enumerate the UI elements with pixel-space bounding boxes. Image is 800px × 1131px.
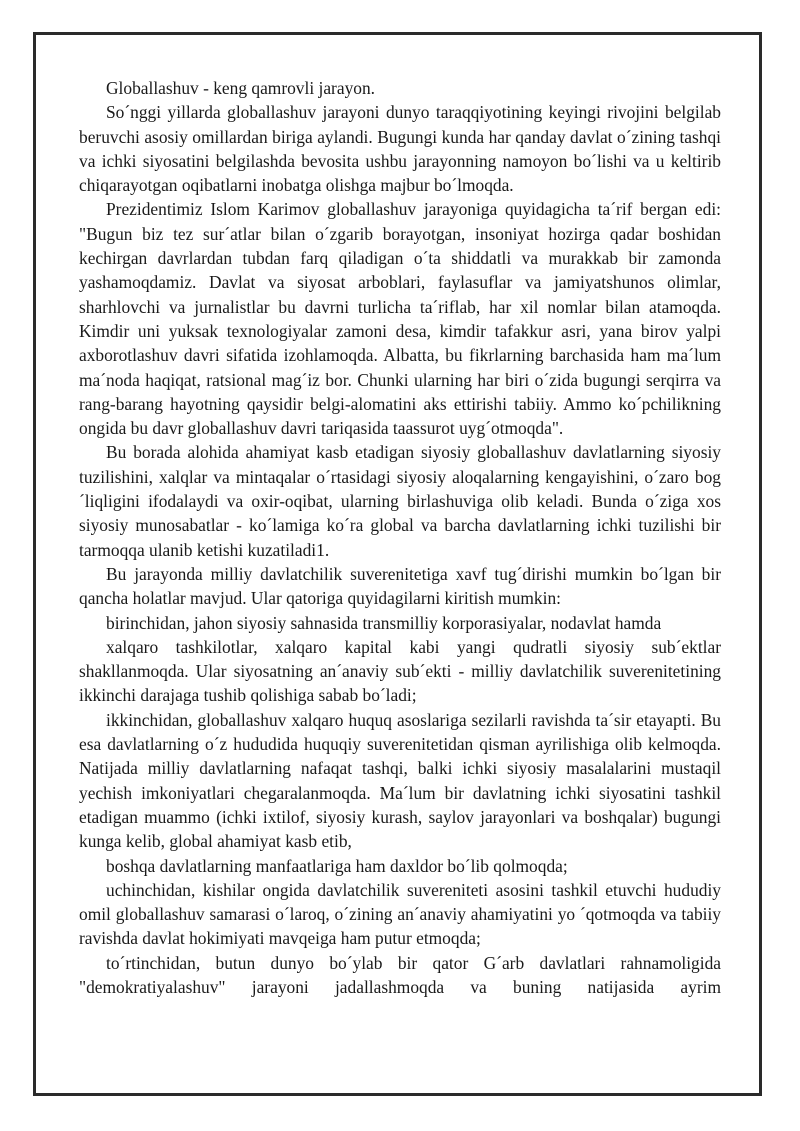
paragraph-heading: Globallashuv - keng qamrovli jarayon. — [106, 78, 376, 98]
list-item-first: birinchidan, jahon siyosiy sahnasida transmilliy korporasiyalar, nodavlat hamda — [106, 612, 662, 633]
paragraph: Bu jarayonda milliy davlatchilik suverenitetiga xavf tug´dirishi mumkin bo´lgan bir qancha holatlar mavjud. Ular qatoriga quyidagilarni kiritish mumkin: — [79, 563, 721, 609]
paragraph: Bu borada alohida ahamiyat kasb etadigan siyosiy globallashuv davlatlarning siyosiy tuzilishini, xalqlar va mintaqalar o´rtasidagi siyosiy aloqalarning kengayishini, o´zaro bog´liqligini ifodalaydi va oxir-oqibat, ularning birlashuviga olib keladi. Bunda o´ziga xos siyosiy munosabatlar - ko´lamiga ko´ra global va barcha davlatlarning ichki tuzilishi bir tarmoqqa ulanib ketishi kuzatiladi1. — [79, 442, 721, 560]
list-item-third: uchinchidan, kishilar ongida davlatchilik suvereniteti asosini tashkil etuvchi hududiy omil globallashuv samarasi o´laroq, o´zining an´anaviy ahamiyatini yo ´qotmoqda va tabiiy ravishda davlat hokimiyati mavqeiga ham putur etmoqda; — [79, 879, 721, 949]
document-body — [79, 76, 721, 999]
list-item-fourth: to´rtinchidan, butun dunyo bo´ylab bir qator G´arb davlatlari rahnamoligida "demokratiyalashuv" jarayoni jadallashmoqda va buning natijasida ayrim — [79, 952, 721, 997]
paragraph: Prezidentimiz Islom Karimov globallashuv jarayoniga quyidagicha ta´rif bergan edi: "Bugun biz tez sur´atlar bilan o´zgarib borayotgan, insoniyat hozirga qadar boshidan kechirgan davrlardan tubdan farq qiladigan o´ta shiddatli va murakkab bir zamonda yashamoqdamiz. Davlat va siyosat arboblari, faylasuflar va jamiyatshunos olimlar, sharhlovchi va jurnalistlar bu davrni turlicha ta´riflab, har xil nomlar bilan atamoqda. Kimdir uni yuksak texnologiyalar zamoni desa, kimdir tafakkur asri, yana birov yalpi axborotlashuv davri sifatida izohlamoqda. Albatta, bu fikrlarning barchasida ham ma´lum ma´noda haqiqat, ratsional mag´iz bor. Chunki ularning har biri o´zida bugungi serqirra va rang-barang hayotning qaysidir belgi-alomatini aks ettirishi tabiiy. Ammo ko´pchilikning ongida bu davr globallashuv davri tariqasida taassurot uyg´otmoqda". — [79, 199, 721, 439]
paragraph: So´nggi yillarda globallashuv jarayoni dunyo taraqqiyotining keyingi rivojini belgilab beruvchi asosiy omillardan biriga aylandi. Bugungi kunda har qanday davlat o´zining tashqi va ichki siyosatini belgilashda bevosita ushbu jarayonning namoyon bo´lishi va u keltirib chiqarayotgan oqibatlarni inobatga olishga majbur bo´lmoqda. — [79, 102, 721, 196]
list-item-second: ikkinchidan, globallashuv xalqaro huquq asoslariga sezilarli ravishda ta´sir etayapti. Bu esa davlatlarning o´z hududida huquqiy suverenitetidan qisman ayrilishiga olib kelmoqda. Natijada milliy davlatlarning nafaqat tashqi, balki ichki siyosiy masalalarini mustaqil yechish imkoniyatlari chegaralanmoqda. Ma´lum bir davlatning ichki siyosatini tashkil etadigan muammo (ichki ixtilof, siyosiy kurash, saylov jarayonlari va boshqalar) bugungi kunga kelib, global ahamiyat kasb etib, — [79, 709, 721, 852]
paragraph: boshqa davlatlarning manfaatlariga ham daxldor bo´lib qolmoqda; — [106, 855, 568, 876]
paragraph: xalqaro tashkilotlar, xalqaro kapital kabi yangi qudratli siyosiy sub´ektlar shakllanmoqda. Ular siyosatning an´anaviy sub´ekti - milliy davlatchilik suverenitetining ikkinchi darajaga tushib qolishiga sabab bo´ladi; — [79, 636, 721, 706]
